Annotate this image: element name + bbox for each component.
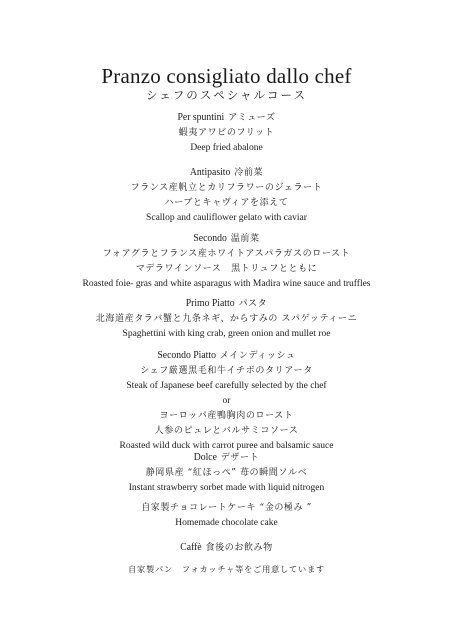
course-cold-appetizer — [0, 165, 453, 225]
course-heading — [7, 110, 447, 125]
course-name-japanese: パスタ — [238, 298, 268, 309]
dish-name-english: Instant strawberry sorbet made with liquid nitrogen — [128, 482, 325, 493]
bread-footnote: 自家製パン フォカッチャ等をご用意しています — [128, 564, 325, 574]
dish-name-english: Roasted foie- gras and white asparagus with Madira wine sauce and truffles — [82, 278, 371, 289]
dish-name-japanese: ハーブとキャヴィアを添えて — [164, 197, 289, 208]
course-chocolate-cake — [0, 500, 453, 530]
course-name-japanese: 食後のお飲み物 — [205, 542, 273, 553]
dish-name-japanese: フランス産帆立とカリフラワーのジェラート — [130, 182, 323, 193]
course-name-italian: Caffè — [180, 542, 202, 553]
course-name-italian: Secondo Piatto — [157, 350, 216, 361]
course-name-japanese: 温前菜 — [230, 233, 260, 244]
course-name-italian: Dolce — [193, 452, 217, 463]
course-dessert — [0, 450, 453, 495]
course-name-japanese: デザート — [220, 452, 260, 463]
dish-name-english: Deep fried abalone — [190, 142, 263, 153]
course-warm-appetizer — [0, 231, 453, 291]
course-pasta — [0, 296, 453, 341]
menu-title: Pranzo consigliato dallo chef — [101, 64, 352, 88]
course-name-italian: Primo Piatto — [185, 298, 235, 309]
dish-name-japanese: 自家製チョコレートケーキ “金の極み ” — [141, 502, 312, 513]
course-heading — [7, 450, 447, 465]
dish-name-japanese: 北海道産タラバ蟹と九条ネギ、からすみの スパゲッティーニ — [95, 313, 358, 324]
dish-name-english: Steak of Japanese beef carefully selected by the chef — [126, 380, 327, 391]
dish-name-english: Roasted wild duck with carrot puree and balsamic sauce — [119, 440, 334, 451]
course-main-dish — [0, 348, 453, 453]
course-heading — [7, 165, 447, 180]
course-name-japanese: メインディッシュ — [219, 350, 296, 361]
course-amuse — [0, 110, 453, 155]
menu-subtitle: シェフのスペシャルコース — [146, 88, 307, 102]
dish-name-english: Homemade chocolate cake — [175, 517, 278, 528]
course-name-italian: Antipasito — [189, 167, 231, 178]
dish-name-english: Scallop and cauliflower gelato with caviar — [146, 212, 307, 223]
course-heading — [7, 296, 447, 311]
dish-name-english: Spaghettini with king crab, green onion and mullet roe — [122, 328, 331, 339]
course-heading — [7, 231, 447, 246]
alternative-or: or — [222, 395, 231, 406]
dish-name-japanese: 蝦夷アワビのフリット — [178, 127, 275, 138]
course-heading — [7, 348, 447, 363]
dish-name-japanese: シェフ厳選黒毛和牛イチボのタリアータ — [140, 365, 313, 376]
dish-name-japanese: ヨーロッパ産鴨胸肉のロースト — [159, 410, 294, 421]
course-name-japanese: 冷前菜 — [234, 167, 264, 178]
course-name-italian: Per spuntini — [177, 112, 225, 123]
dish-name-japanese: 人参のピュレとバルサミコソース — [154, 425, 299, 436]
dish-name-japanese: マデラワインソース 黒トリュフとともに — [135, 263, 318, 274]
course-name-italian: Secondo — [193, 233, 227, 244]
course-heading — [7, 540, 447, 555]
dish-name-japanese: フォアグラとフランス産ホワイトアスパラガスのロースト — [102, 248, 351, 259]
dish-name-japanese: 静岡県産 “紅ほっぺ” 苺の瞬間ソルベ — [145, 467, 308, 478]
course-after-meal-drink — [0, 540, 453, 555]
course-name-japanese: アミューズ — [228, 112, 276, 123]
